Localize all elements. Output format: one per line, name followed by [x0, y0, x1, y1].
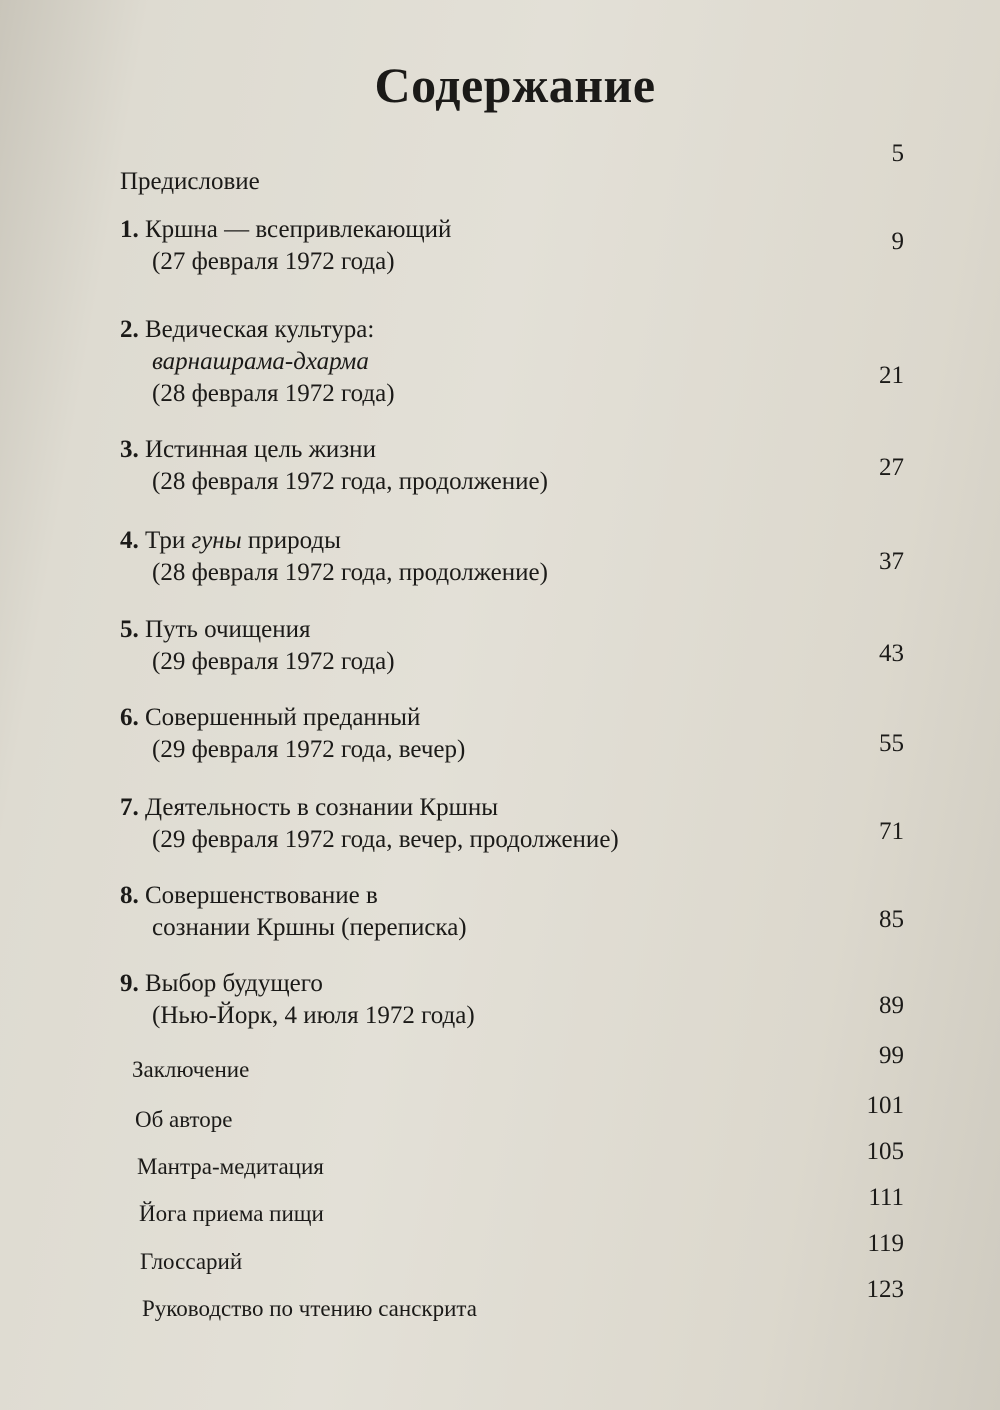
page-number: 111	[868, 1184, 904, 1211]
toc-entry-conclusion	[132, 1054, 912, 1086]
toc-entry-4	[120, 525, 900, 589]
page-number: 27	[879, 454, 904, 481]
page-number: 85	[879, 906, 904, 933]
toc-entry-yoga	[139, 1198, 919, 1230]
chapter-title: Путь очищения	[145, 616, 311, 643]
page-number: 71	[879, 818, 904, 845]
toc-entry-3	[120, 434, 900, 498]
chapter-title-cont: сознании Кршны (переписка)	[152, 914, 467, 941]
chapter-number: 2.	[120, 316, 139, 343]
entry-label: Предисловие	[120, 168, 260, 195]
toc-entry-guide	[142, 1293, 922, 1325]
page-number: 99	[879, 1042, 904, 1069]
entry-label: Йога приема пищи	[139, 1201, 324, 1226]
entry-label: Об авторе	[135, 1107, 233, 1132]
chapter-date: (29 февраля 1972 года)	[152, 648, 395, 675]
toc-entry-6	[120, 702, 900, 766]
chapter-date: (28 февраля 1972 года, продолжение)	[152, 468, 548, 495]
chapter-title: Ведическая культура:	[145, 316, 375, 343]
toc-entry-about-author	[135, 1104, 915, 1136]
page-number: 21	[879, 362, 904, 389]
toc-entry-8	[120, 880, 900, 944]
chapter-title-part: Три	[145, 527, 192, 554]
toc-entry-5	[120, 614, 900, 678]
page-number: 101	[866, 1092, 904, 1119]
toc-entry-1	[120, 214, 900, 278]
chapter-title: Деятельность в сознании Кршны	[145, 794, 499, 821]
toc-entry-mantra	[137, 1151, 917, 1183]
chapter-title: Совершенствование в	[145, 882, 378, 909]
page-number: 89	[879, 992, 904, 1019]
chapter-date: (29 февраля 1972 года, вечер)	[152, 736, 466, 763]
chapter-number: 5.	[120, 616, 139, 643]
chapter-subtitle: варнашрама-дхарма	[152, 348, 369, 375]
entry-label: Руководство по чтению санскрита	[142, 1296, 477, 1321]
chapter-date: (28 февраля 1972 года, продолжение)	[152, 559, 548, 586]
toc-entry-9	[120, 968, 900, 1032]
chapter-title: Кршна — всепривлекающий	[145, 216, 452, 243]
page-number: 43	[879, 640, 904, 667]
chapter-date: (Нью-Йорк, 4 июля 1972 года)	[152, 1002, 475, 1029]
chapter-title: Истинная цель жизни	[145, 436, 376, 463]
page-number: 123	[866, 1276, 904, 1303]
page-number: 9	[891, 228, 904, 255]
chapter-number: 7.	[120, 794, 139, 821]
chapter-number: 8.	[120, 882, 139, 909]
toc-entry-preface	[120, 166, 900, 198]
chapter-number: 6.	[120, 704, 139, 731]
chapter-number: 9.	[120, 970, 139, 997]
chapter-number: 3.	[120, 436, 139, 463]
page-number: 5	[891, 140, 904, 167]
chapter-title-italic: гуны	[191, 527, 242, 554]
page-number: 37	[879, 548, 904, 575]
toc-entry-glossary	[140, 1246, 920, 1278]
chapter-title: Совершенный преданный	[145, 704, 421, 731]
entry-label: Заключение	[132, 1057, 250, 1082]
entry-label: Глоссарий	[140, 1249, 243, 1274]
page-number: 55	[879, 730, 904, 757]
chapter-number: 1.	[120, 216, 139, 243]
chapter-title-part: природы	[241, 527, 341, 554]
chapter-number: 4.	[120, 527, 139, 554]
toc-entry-7	[120, 792, 900, 856]
toc-entry-2	[120, 314, 900, 410]
chapter-title: Выбор будущего	[145, 970, 323, 997]
chapter-date: (29 февраля 1972 года, вечер, продолжение)	[152, 826, 619, 853]
page-title: Содержание	[374, 57, 656, 113]
entry-label: Мантра-медитация	[137, 1154, 324, 1179]
chapter-date: (27 февраля 1972 года)	[152, 248, 395, 275]
page-number: 105	[866, 1138, 904, 1165]
page-number: 119	[867, 1230, 904, 1257]
chapter-date: (28 февраля 1972 года)	[152, 380, 395, 407]
